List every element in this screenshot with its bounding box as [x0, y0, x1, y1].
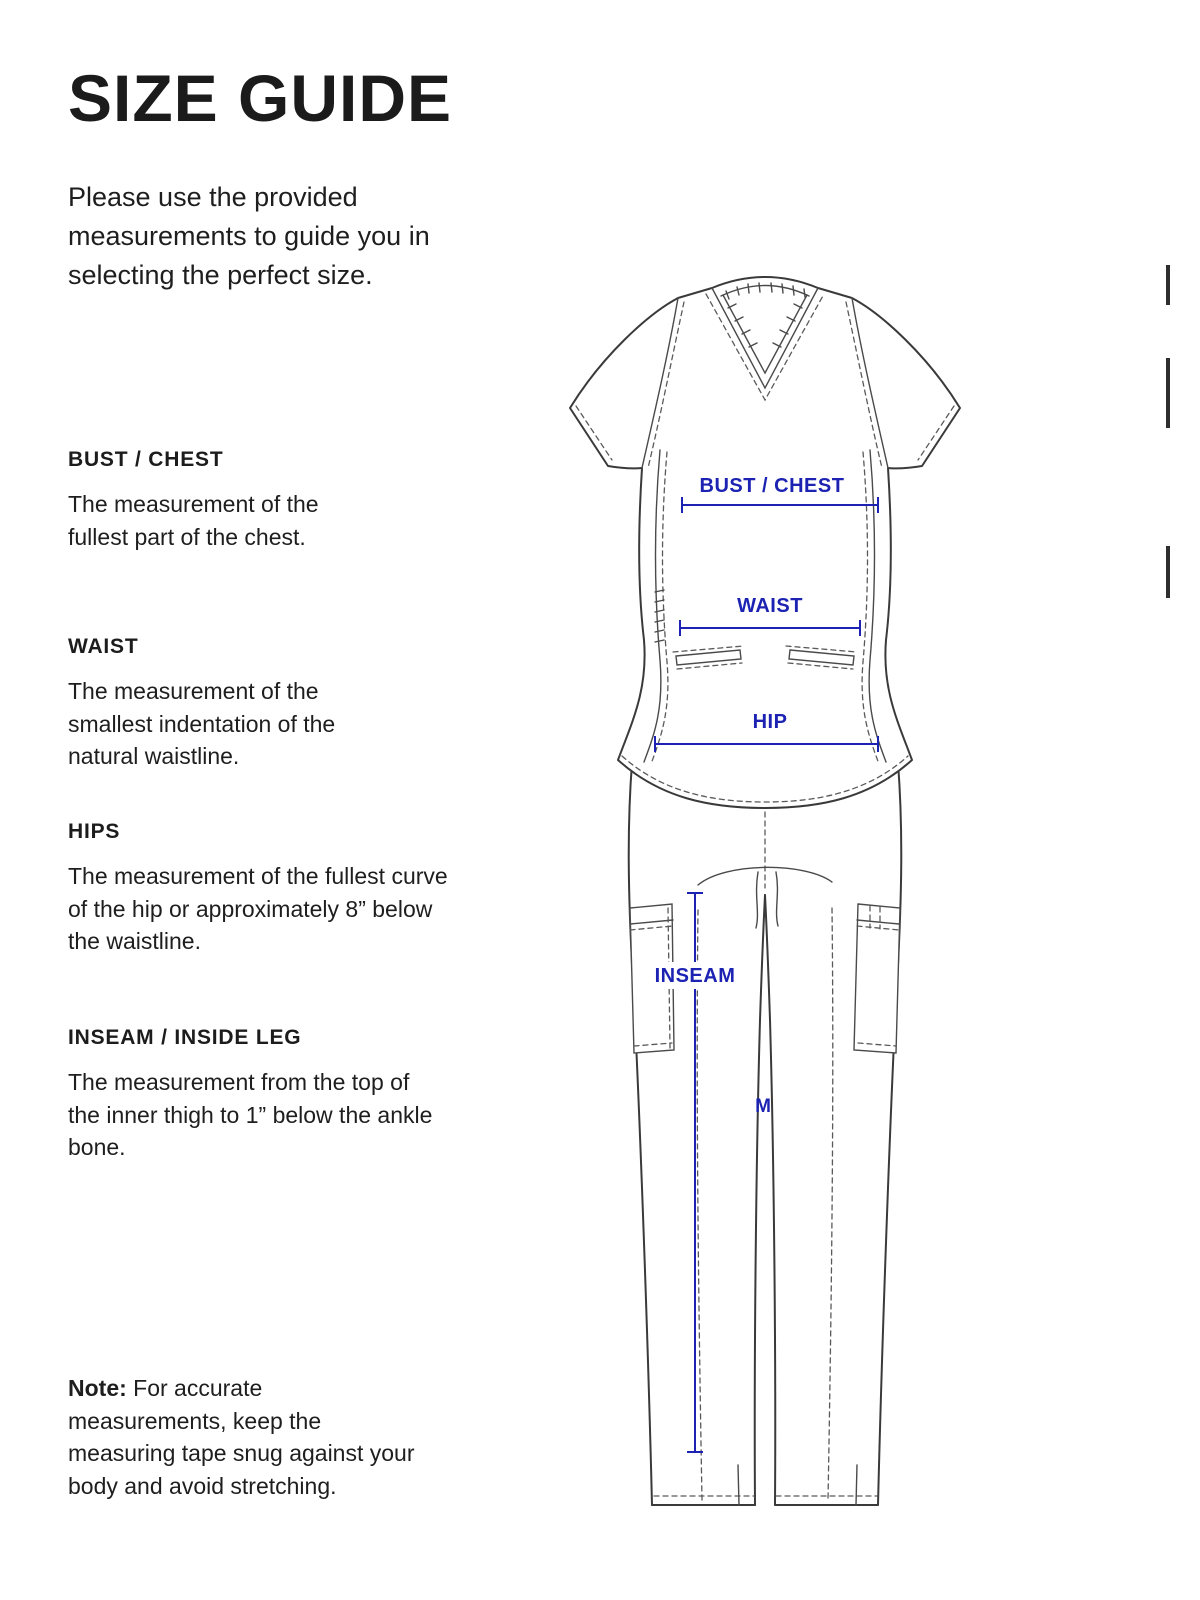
definition-body-waist: The measurement of the smallest indentation of the natural waistline. [68, 678, 336, 770]
left-ankle-slit [738, 1465, 739, 1505]
waist-measure-label: WAIST [737, 595, 803, 617]
right-ankle-slit [856, 1465, 857, 1505]
note-label: Note: [68, 1375, 127, 1401]
inseam-measure-label: INSEAM [654, 965, 736, 987]
definition-hips [68, 820, 460, 958]
definition-body-bust: The measurement of the fullest part of the chest. [68, 491, 319, 550]
scrubs-technical-sketch [530, 260, 1000, 1560]
hip-measure-label: HIP [752, 711, 788, 733]
definition-heading-hips: HIPS [68, 820, 121, 843]
cropped-edge-mark [1166, 546, 1170, 598]
definition-body-hips: The measurement of the fullest curve of the hip or approximately 8” below the waistline. [68, 863, 448, 955]
definition-heading-bust: BUST / CHEST [68, 448, 224, 471]
size-letter-label: M [755, 1096, 771, 1117]
definition-body-inseam: The measurement from the top of the inner thigh to 1” below the ankle bone. [68, 1069, 433, 1161]
size-diagram [530, 260, 1000, 1560]
bust-measure-label: BUST / CHEST [699, 475, 845, 497]
definition-bust [68, 448, 368, 553]
note-text [68, 1372, 424, 1503]
right-cargo-pocket [854, 904, 900, 1053]
cropped-edge-mark [1166, 358, 1170, 428]
page-title: SIZE GUIDE [68, 61, 453, 135]
definition-heading-waist: WAIST [68, 635, 139, 658]
cropped-edge-mark [1166, 265, 1170, 305]
definition-inseam [68, 1026, 440, 1164]
note-body: For accurate measurements, keep the measuring tape snug against your body and avoid stretching. [68, 1375, 415, 1499]
definition-waist [68, 635, 388, 773]
intro-text: Please use the provided measurements to guide you in selecting the perfect size. [68, 182, 430, 291]
definition-heading-inseam: INSEAM / INSIDE LEG [68, 1026, 302, 1049]
scrub-pants-drawing [629, 740, 902, 1505]
